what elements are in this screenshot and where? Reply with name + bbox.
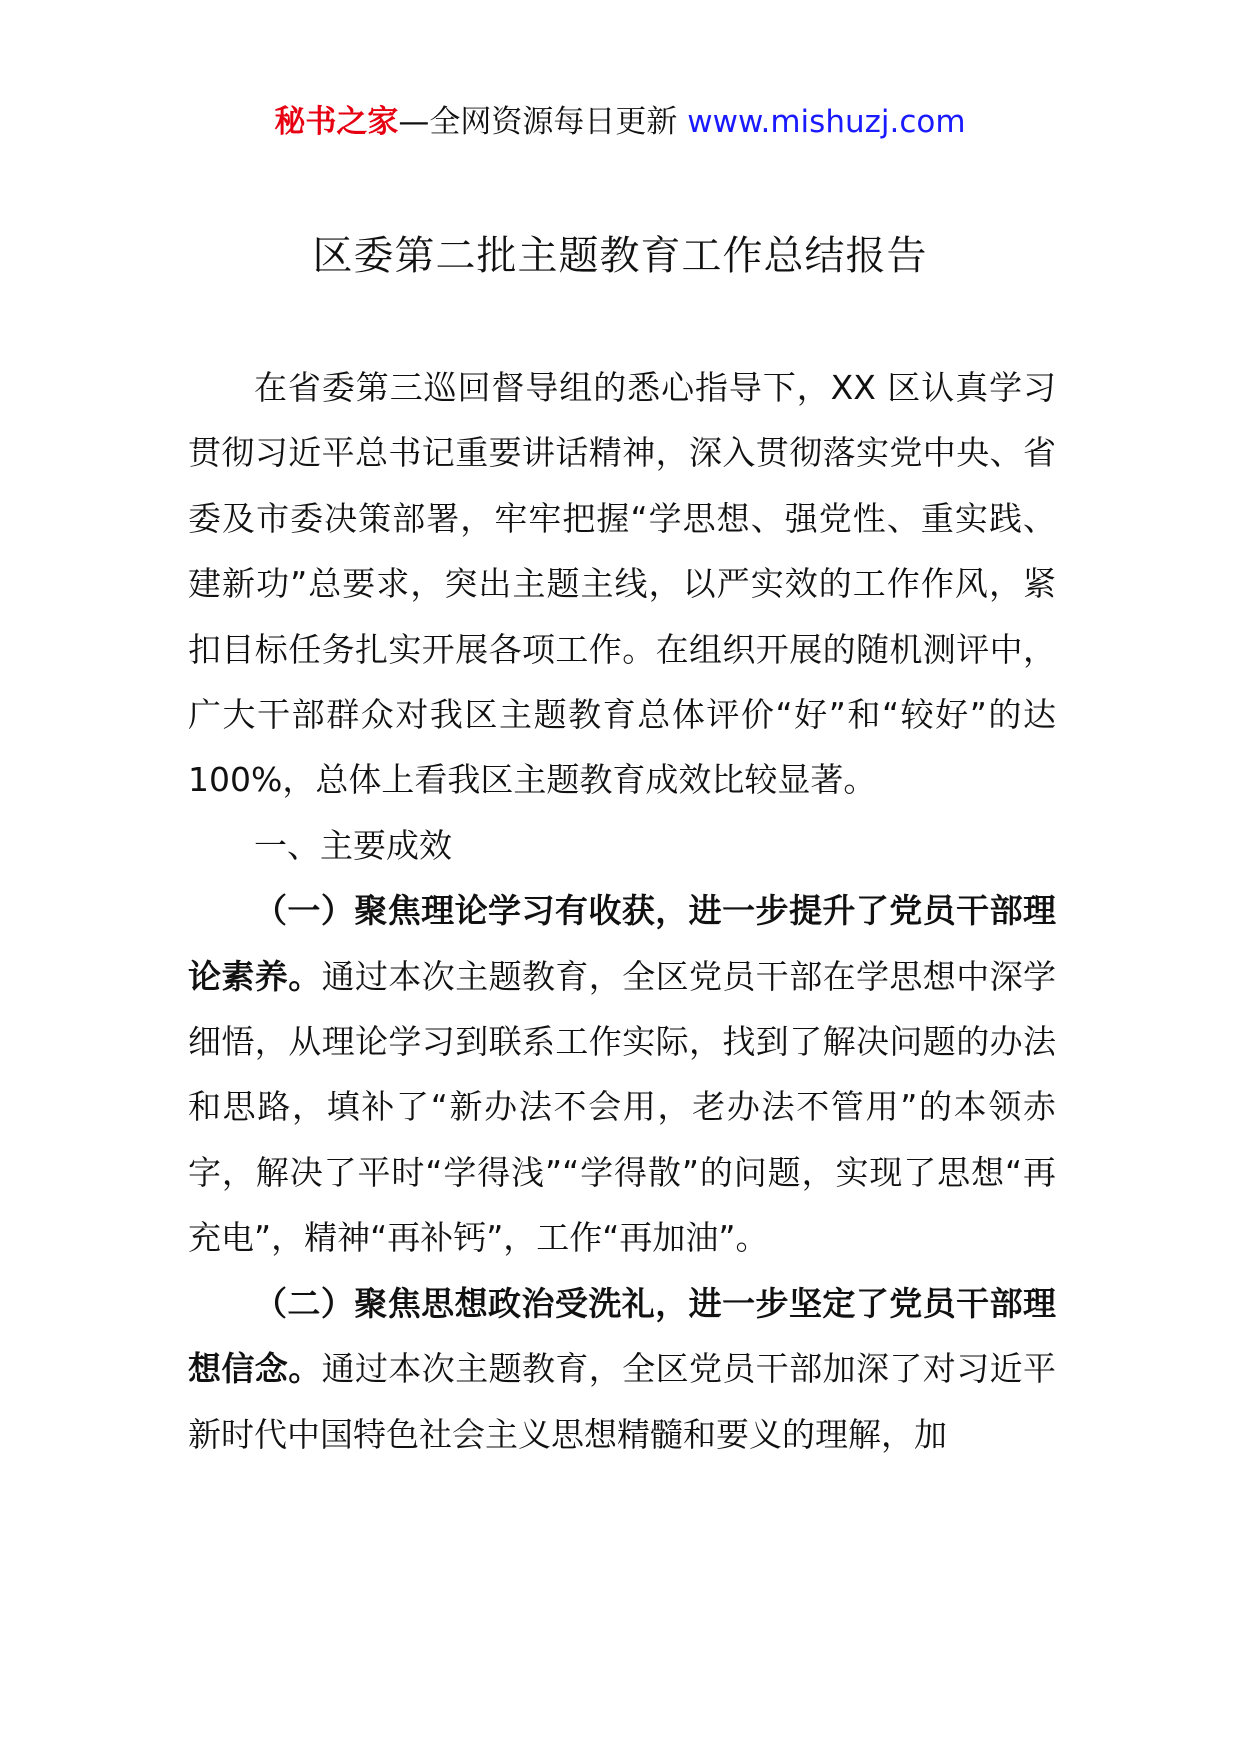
achievement-item-1-heading: （一）聚焦理论学习有收获，进一步提升了党员干部理论素养。	[188, 891, 1056, 996]
site-header	[0, 100, 1240, 144]
site-tagline: —全网资源每日更新	[398, 104, 688, 140]
achievement-item-1	[188, 878, 1056, 1270]
section-heading: 一、主要成效	[254, 825, 452, 865]
intro-paragraph: 在省委第三巡回督导组的悉心指导下，XX 区认真学习贯彻习近平总书记重要讲话精神，深入贯彻落实党中央、省委及市委决策部署，牢牢把握“学思想、强党性、重实践、建新功”总要求，突出主题主线，以严实效的工作作风，紧扣目标任务扎实开展各项工作。在组织开展的随机测评中，广大干部群众对我区主题教育总体评价“好”和“较好”的达 100%，总体上看我区主题教育成效比较显著。	[188, 368, 1056, 800]
document-body	[188, 355, 1056, 1467]
achievement-item-1-text: 通过本次主题教育，全区党员干部在学思想中深学细悟，从理论学习到联系工作实际，找到了解决问题的办法和思路，填补了“新办法不会用，老办法不管用”的本领赤字，解决了平时“学得浅”“学得散”的问题，实现了思想“再充电”，精神“再补钙”，工作“再加油”。	[188, 956, 1057, 1258]
document-title: 区委第二批主题教育工作总结报告	[312, 233, 928, 279]
site-brand: 秘书之家	[274, 104, 399, 140]
achievement-item-2-text: 通过本次主题教育，全区党员干部加深了对习近平新时代中国特色社会主义思想精髓和要义的理解，加	[188, 1349, 1057, 1454]
achievement-item-2	[188, 1271, 1056, 1467]
achievement-item-2-heading: （二）聚焦思想政治受洗礼，进一步坚定了党员干部理想信念。	[188, 1283, 1056, 1389]
site-url-link[interactable]: www.mishuzj.com	[687, 104, 966, 140]
